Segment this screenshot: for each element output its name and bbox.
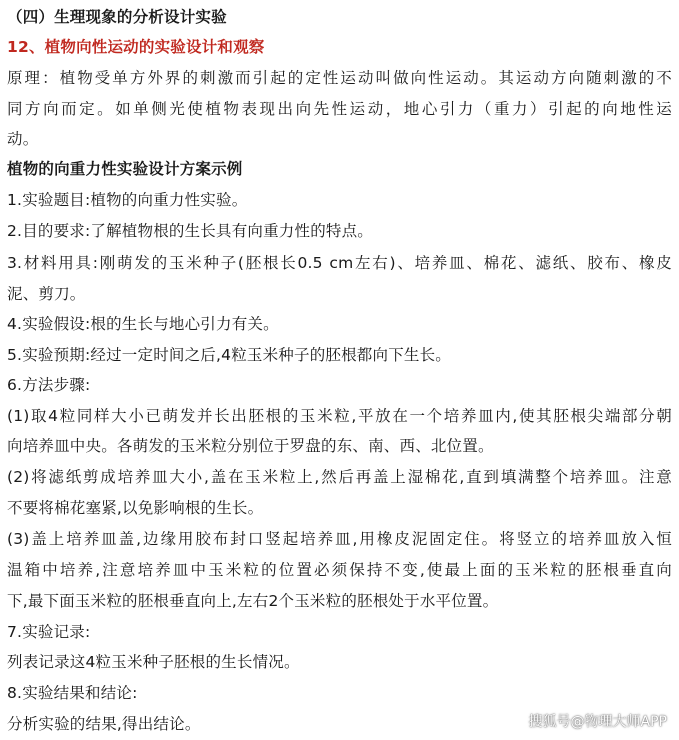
item-8-text: 分析实验的结果,得出结论。	[7, 715, 201, 733]
step-2-line-1: (2)将滤纸剪成培养皿大小,盖在玉米粒上,然后再盖上湿棉花,直到填满整个培养皿。注意	[7, 468, 672, 486]
item-4: 4.实验假设:根的生长与地心引力有关。	[7, 315, 279, 333]
principle-line-3: 动。	[7, 130, 39, 148]
item-6: 6.方法步骤:	[7, 376, 91, 394]
item-7: 7.实验记录:	[7, 623, 91, 641]
principle-line-2: 同方向而定。如单侧光使植物表现出向先性运动，地心引力（重力）引起的向地性运	[7, 100, 672, 118]
step-3-line-1: (3)盖上培养皿盖,边缘用胶布封口竖起培养皿,用橡皮泥固定住。将竖立的培养皿放入恒	[7, 530, 672, 548]
step-3-line-2: 温箱中培养,注意培养皿中玉米粒的位置必须保持不变,使最上面的玉米粒的胚根垂直向	[7, 561, 672, 579]
item-3-line-2: 泥、剪刀。	[7, 285, 86, 303]
item-5: 5.实验预期:经过一定时间之后,4粒玉米种子的胚根都向下生长。	[7, 346, 452, 364]
item-7-text: 列表记录这4粒玉米种子胚根的生长情况。	[7, 653, 300, 671]
section-title: （四）生理现象的分析设计实验	[7, 8, 227, 26]
item-3-line-1: 3.材料用具:刚萌发的玉米种子(胚根长0.5 cm左右)、培养皿、棉花、滤纸、胶布、橡皮	[7, 254, 672, 272]
topic-title: 12、植物向性运动的实验设计和观察	[7, 38, 265, 56]
principle-line-1: 原理：植物受单方外界的刺激而引起的定性运动叫做向性运动。其运动方向随刺激的不	[7, 69, 672, 87]
example-heading: 植物的向重力性实验设计方案示例	[7, 160, 243, 178]
item-1: 1.实验题目:植物的向重力性实验。	[7, 191, 248, 209]
item-2: 2.目的要求:了解植物根的生长具有向重力性的特点。	[7, 222, 374, 240]
step-2-line-2: 不要将棉花塞紧,以免影响根的生长。	[7, 499, 264, 517]
item-8: 8.实验结果和结论:	[7, 684, 138, 702]
watermark: 搜狐号@物理大师APP	[528, 714, 667, 730]
step-1-line-2: 向培养皿中央。各萌发的玉米粒分别位于罗盘的东、南、西、北位置。	[7, 437, 494, 455]
step-1-line-1: (1)取4粒同样大小已萌发并长出胚根的玉米粒,平放在一个培养皿内,使其胚根尖端部分朝	[7, 407, 672, 425]
step-3-line-3: 下,最下面玉米粒的胚根垂直向上,左右2个玉米粒的胚根处于水平位置。	[7, 592, 499, 610]
